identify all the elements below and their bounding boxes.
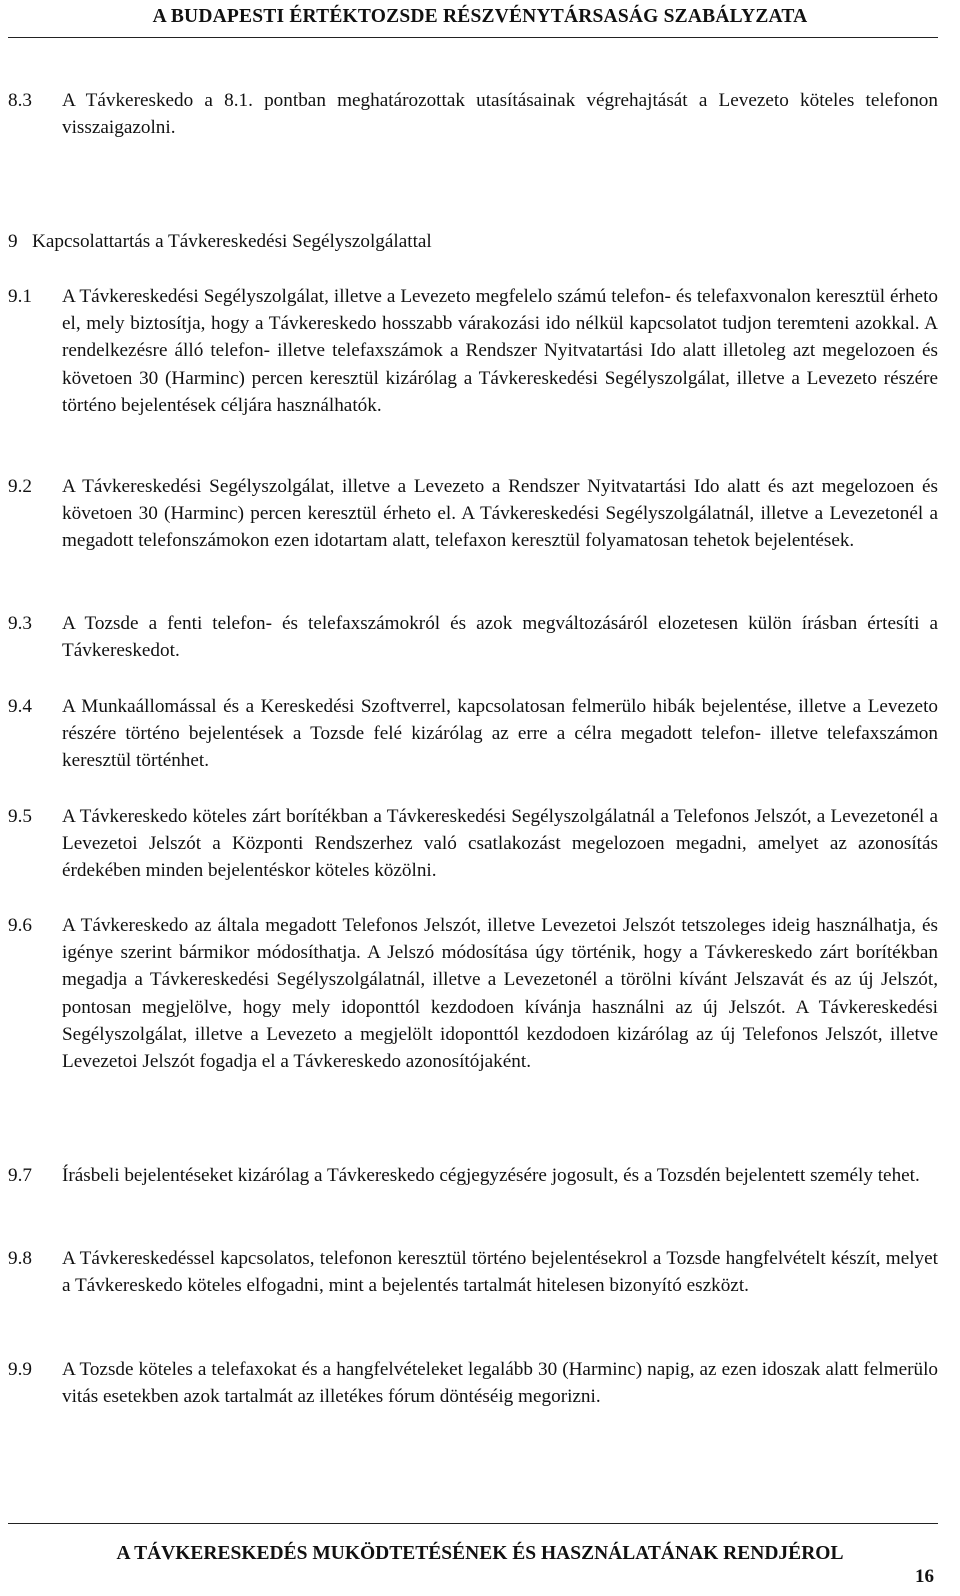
paragraph-number: 9.2 bbox=[8, 476, 32, 497]
paragraph-text: A Munkaállomással és a Kereskedési Szoftverrel, kapcsolatosan felmerülo hibák bejelentése, illetve a Levezeto részére történo bejelentések a Tozsde felé kizárólag az erre a célra megadott telefon- illetve telefaxszámon keresztül történhet. bbox=[62, 696, 938, 772]
paragraph-number: 9.7 bbox=[8, 1165, 32, 1186]
paragraph-9-5 bbox=[8, 803, 938, 885]
paragraph-9-4 bbox=[8, 693, 938, 775]
paragraph-text: A Távkereskedési Segélyszolgálat, illetve a Levezeto a Rendszer Nyitvatartási Ido alatt és azt megelozoen és követoen 30 (Harminc) percen keresztül érheto el. A Távkereskedési Segélyszolgálatnál, illetve a Levezetonél a megadott telefonszámokon ezen idotartam alatt, telefaxon keresztül folyamatosan tehetok bejelentések. bbox=[62, 476, 938, 552]
paragraph-9-3 bbox=[8, 610, 938, 664]
paragraph-text: A Távkereskedo köteles zárt borítékban a Távkereskedési Segélyszolgálatnál a Telefonos Jelszót, a Levezetonél a Levezetoi Jelszót a Központi Rendszerhez való csatlakozást megelozoen megadni, amelyet az azonosítás érdekében minden bejelentéskor köteles közölni. bbox=[62, 806, 938, 882]
paragraph-number: 9.8 bbox=[8, 1248, 32, 1269]
paragraph-8-3 bbox=[8, 87, 938, 141]
paragraph-text: A Távkereskedo a 8.1. pontban meghatározottak utasításainak végrehajtását a Levezeto köteles telefonon visszaigazolni. bbox=[62, 90, 938, 139]
paragraph-text: A Távkereskedo az általa megadott Telefonos Jelszót, illetve Levezetoi Jelszót tetszoleges ideig használhatja, és igénye szerint bármikor módosíthatja. A Jelszó módosítása úgy történik, hogy a Távkereskedo zárt borítékban megadja a Távkereskedési Segélyszolgálatnál, illetve a Levezetonél a törölni kívánt Jelszavát és az új Jelszót, pontosan megjelölve, hogy mely idoponttól kezdodoen kívánja használni az új Jelszót. A Távkereskedési Segélyszolgálat, illetve a Levezeto a megjelölt idoponttól kezdodoen kizárólag az új Telefonos Jelszót, illetve Levezetoi Jelszót fogadja el a Távkereskedo azonosítójaként. bbox=[62, 915, 938, 1073]
paragraph-number: 9.5 bbox=[8, 806, 32, 827]
paragraph-9-7 bbox=[8, 1162, 938, 1189]
paragraph-text: Írásbeli bejelentéseket kizárólag a Távkereskedo cégjegyzésére jogosult, és a Tozsdén bejelentett személy tehet. bbox=[62, 1165, 920, 1186]
paragraph-9-2 bbox=[8, 473, 938, 555]
paragraph-number: 9.6 bbox=[8, 915, 32, 936]
paragraph-text: A Távkereskedési Segélyszolgálat, illetve a Levezeto megfelelo számú telefon- és telefaxvonalon keresztül érheto el, mely biztosítja, hogy a Távkereskedo hosszabb várakozási ido nélkül kapcsolatot tudjon teremteni azokkal. A rendelkezésre álló telefon- illetve telefaxszámok a Rendszer Nyitvatartási Ido alatt illetoleg azt megelozoen és követoen 30 (Harminc) percen keresztül kizárólag a Távkereskedési Segélyszolgálat, illetve a Levezeto részére történo bejelentések céljára használhatók. bbox=[62, 286, 938, 416]
paragraph-9-8 bbox=[8, 1245, 938, 1299]
paragraph-9-6 bbox=[8, 912, 938, 1075]
paragraph-number: 8.3 bbox=[8, 90, 32, 111]
page-header-title: A BUDAPESTI ÉRTÉKTOZSDE RÉSZVÉNYTÁRSASÁG SZABÁLYZATA bbox=[152, 6, 808, 27]
paragraph-9-1 bbox=[8, 283, 938, 419]
paragraph-text: A Tozsde köteles a telefaxokat és a hangfelvételeket legalább 30 (Harminc) napig, az ezen idoszak alatt felmerülo vitás esetekben azok tartalmát az illetékes fórum döntéséig megorizni. bbox=[62, 1359, 938, 1408]
paragraph-number: 9.1 bbox=[8, 286, 32, 307]
page-number: 16 bbox=[915, 1566, 934, 1587]
section-title: Kapcsolattartás a Távkereskedési Segélyszolgálattal bbox=[32, 231, 432, 252]
paragraph-text: A Távkereskedéssel kapcsolatos, telefonon keresztül történo bejelentésekrol a Tozsde hangfelvételt készít, melyet a Távkereskedo köteles elfogadni, mint a bejelentés tartalmát hitelesen bizonyító eszközt. bbox=[62, 1248, 938, 1297]
page-footer-title: A TÁVKERESKEDÉS MUKÖDTETÉSÉNEK ÉS HASZNÁLATÁNAK RENDJÉROL bbox=[116, 1543, 844, 1564]
section-number: 9 bbox=[8, 231, 18, 252]
footer-divider bbox=[8, 1523, 938, 1524]
paragraph-number: 9.3 bbox=[8, 613, 32, 634]
paragraph-text: A Tozsde a fenti telefon- és telefaxszámokról és azok megváltozásáról elozetesen külön írásban értesíti a Távkereskedot. bbox=[62, 613, 938, 662]
paragraph-number: 9.4 bbox=[8, 696, 32, 717]
paragraph-9-9 bbox=[8, 1356, 938, 1410]
header-divider bbox=[8, 37, 938, 38]
paragraph-number: 9.9 bbox=[8, 1359, 32, 1380]
section-heading-9 bbox=[8, 228, 938, 255]
